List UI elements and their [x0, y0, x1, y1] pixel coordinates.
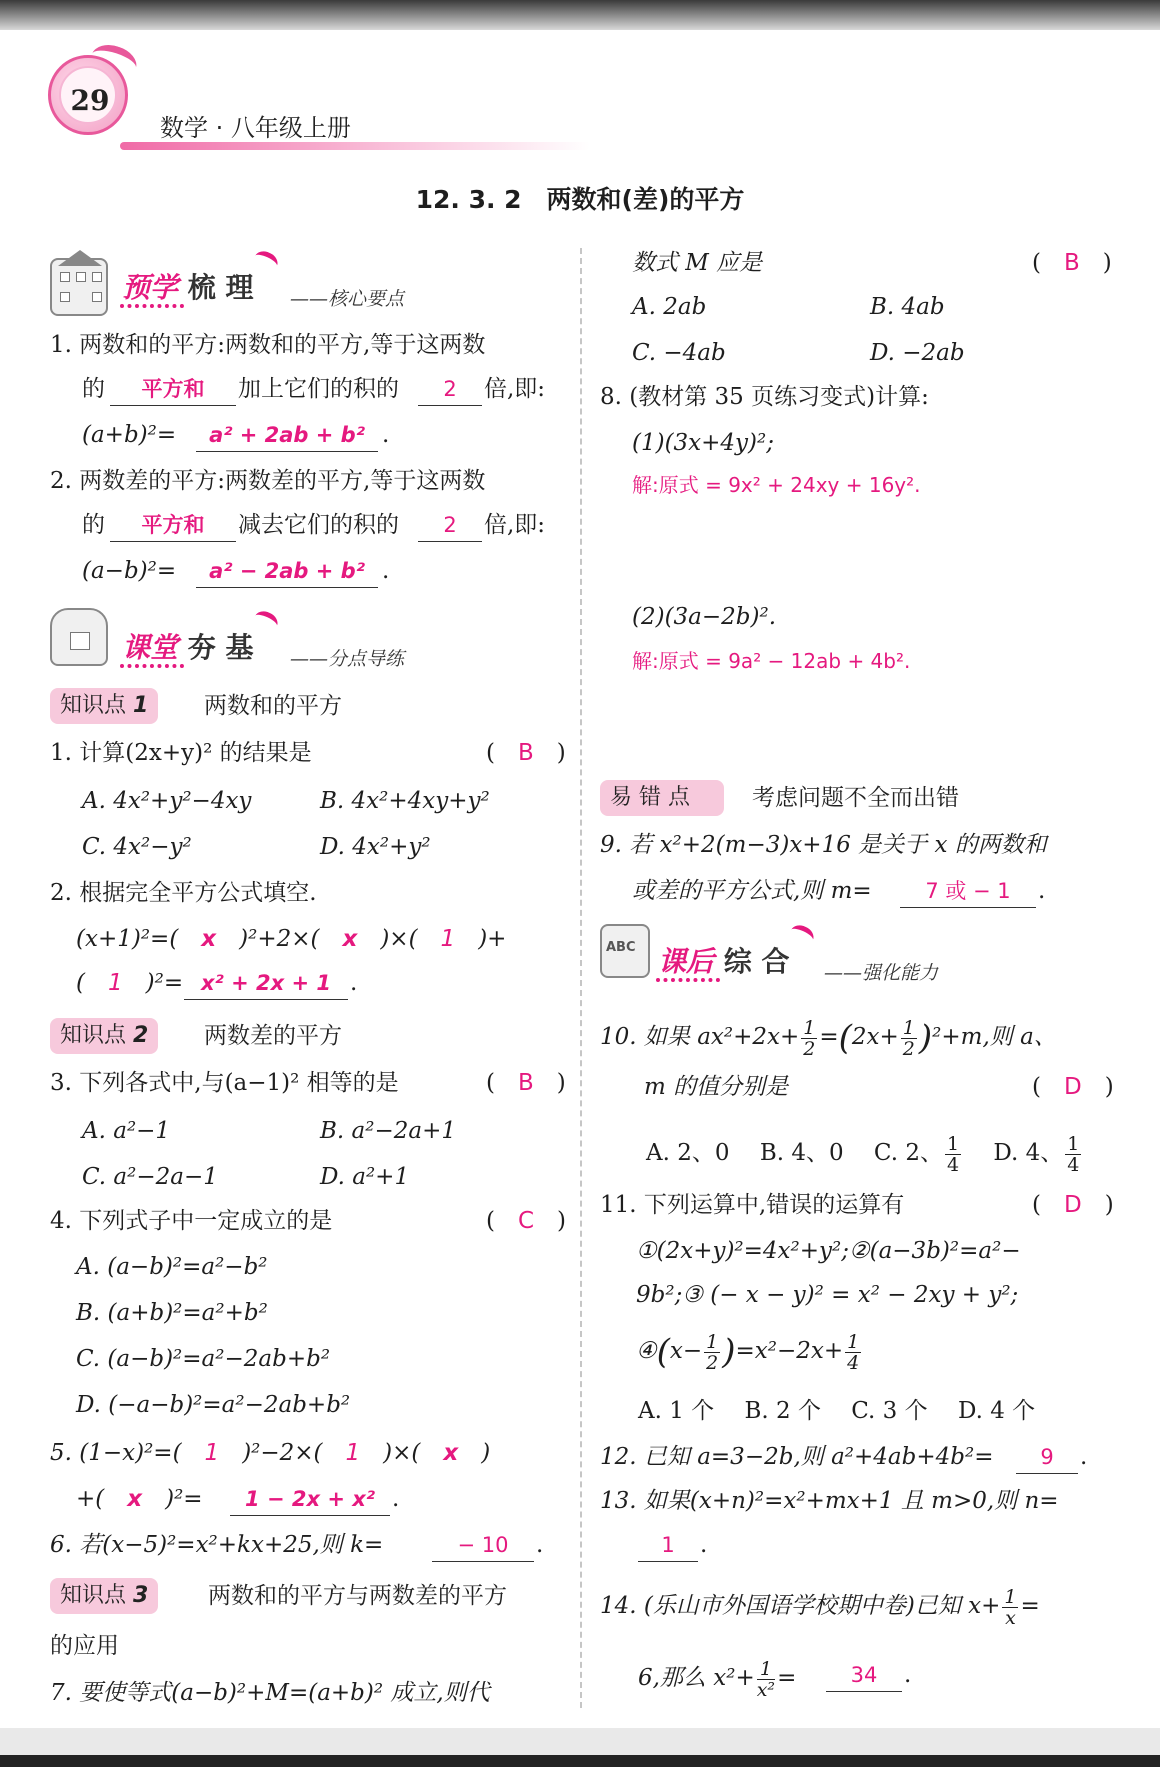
- q11-line-2: 9b²;③ (− x − y)² = x² − 2xy + y²;: [636, 1282, 1019, 1308]
- abc-book-icon: ABC: [600, 924, 650, 978]
- q13-stem: 13. 如果(x+n)²=x²+mx+1 且 m>0,则 n=: [600, 1488, 1059, 1514]
- error-point-title: 考虑问题不全而出错: [752, 785, 959, 811]
- period: .: [536, 1532, 544, 1558]
- q2-stem: 2. 根据完全平方公式填空.: [50, 880, 317, 906]
- review-1-text-2: 加上它们的积的: [238, 376, 399, 402]
- q8-solution-1: 解:原式 = 9x² + 24xy + 16y².: [632, 473, 921, 497]
- backpack-icon: [50, 608, 108, 666]
- q8-sub-2: (2)(3a−2b)².: [632, 604, 777, 630]
- knowledge-point-2-tag: 知识点 2: [50, 1018, 158, 1054]
- review-1-line-1: 1. 两数和的平方:两数和的平方,等于这两数: [50, 332, 486, 358]
- review-1-answer-2: 2: [418, 374, 482, 406]
- review-1-of: 的: [82, 376, 105, 402]
- q4-option-c: C. (a−b)²=a²−2ab+b²: [76, 1346, 331, 1372]
- q3-option-c: C. a²−2a−1: [82, 1164, 218, 1190]
- q4-option-b: B. (a+b)²=a²+b²: [76, 1300, 268, 1326]
- review-2-of: 的: [82, 512, 105, 538]
- knowledge-point-3-title-cont: 的应用: [50, 1633, 119, 1659]
- q4-stem: 4. 下列式子中一定成立的是: [50, 1208, 333, 1234]
- viewer-bottom-bar: [0, 1728, 1160, 1767]
- q7-option-a: A. 2ab: [632, 294, 707, 320]
- q1-option-c: C. 4x²−y²: [82, 834, 192, 860]
- q6-stem: 6. 若(x−5)²=x²+kx+25,则 k=: [50, 1532, 384, 1558]
- q2-line-2: ( 1 )²=: [76, 970, 184, 996]
- badge-inner: [59, 66, 117, 124]
- period: .: [382, 558, 390, 584]
- q3-answer: B: [517, 1070, 534, 1096]
- q8-sub-1: (1)(3x+4y)²;: [632, 430, 774, 456]
- period: .: [392, 1486, 400, 1512]
- q14-answer: 34: [826, 1660, 902, 1692]
- q3-stem: 3. 下列各式中,与(a−1)² 相等的是: [50, 1070, 399, 1096]
- q4-option-d: D. (−a−b)²=a²−2ab+b²: [76, 1392, 351, 1418]
- review-2-text-3: 倍,即:: [484, 512, 546, 538]
- q14-line-1: 14. (乐山市外国语学校期中卷)已知 x+ $\frac{1}{x}$ =: [600, 1585, 1040, 1629]
- page-number-badge: [48, 55, 128, 135]
- review-2-line-1: 2. 两数差的平方:两数差的平方,等于这两数: [50, 468, 486, 494]
- viewer-top-bar: [0, 0, 1160, 30]
- q10-stem-cont: m 的值分别是: [644, 1074, 789, 1100]
- period: .: [904, 1662, 912, 1688]
- q9-answer: 7 或 − 1: [900, 876, 1036, 908]
- section-preview-title: 预学 梳 理: [122, 271, 254, 304]
- q6-answer: − 10: [432, 1530, 534, 1562]
- q1-paren: ( B ): [486, 740, 566, 766]
- section-class-title: 课堂 夯 基: [122, 631, 254, 664]
- review-1-text-3: 倍,即:: [484, 376, 546, 402]
- q5-answer-5: 1 − 2x + x²: [230, 1484, 390, 1516]
- header-underline: [120, 142, 590, 150]
- q7-answer: B: [1063, 250, 1080, 276]
- review-1-answer-1: 平方和: [110, 374, 236, 406]
- section-after-title: 课后 综 合: [658, 945, 790, 978]
- section-dots: [120, 664, 184, 668]
- q1-option-b: B. 4x²+4xy+y²: [320, 788, 490, 814]
- q11-answer: D: [1063, 1192, 1082, 1218]
- q2-line-1: (x+1)²=( x )²+2×( x )×( 1 )+: [76, 926, 507, 952]
- section-class-subtitle: ——分点导练: [290, 648, 405, 670]
- review-2-answer-1: 平方和: [110, 510, 236, 542]
- q3-paren: ( B ): [486, 1070, 566, 1096]
- q2-answer-5: x² + 2x + 1: [184, 968, 348, 1000]
- knowledge-point-1-title: 两数和的平方: [204, 693, 342, 719]
- q8-solution-2: 解:原式 = 9a² − 12ab + 4b².: [632, 649, 911, 673]
- period: .: [382, 422, 390, 448]
- column-divider: [580, 248, 582, 1708]
- section-preview-subtitle: ——核心要点: [290, 288, 405, 310]
- q4-option-a: A. (a−b)²=a²−b²: [76, 1254, 268, 1280]
- period: .: [700, 1532, 708, 1558]
- q7-option-b: B. 4ab: [870, 294, 945, 320]
- q4-answer: C: [517, 1208, 535, 1234]
- review-2-formula: (a−b)²=: [82, 558, 177, 584]
- q10-line-1: 10. 如果 ax²+2x+ $\frac{1}{2}$ =(2x+ $\frac{1}{2}$ )²+m,则 a、: [600, 1016, 1057, 1060]
- q11-line-1: ①(2x+y)²=4x²+y²;②(a−3b)²=a²−: [636, 1238, 1021, 1264]
- review-1-formula: (a+b)²=: [82, 422, 177, 448]
- q12-stem: 12. 已知 a=3−2b,则 a²+4ab+4b²=: [600, 1444, 994, 1470]
- q10-paren: ( D ): [1032, 1074, 1114, 1100]
- q7-stem-cont: 数式 M 应是: [632, 250, 763, 276]
- period: .: [350, 970, 358, 996]
- q11-stem: 11. 下列运算中,错误的运算有: [600, 1192, 905, 1218]
- knowledge-point-3-title: 两数和的平方与两数差的平方: [208, 1583, 507, 1609]
- q4-paren: ( C ): [486, 1208, 567, 1234]
- q7-option-d: D. −2ab: [870, 340, 965, 366]
- school-building-icon: [50, 258, 108, 316]
- q10-options: A. 2、0 B. 4、0 C. 2、 $\frac{1}{4}$ D. 4、 $\frac{1}{4}$: [646, 1132, 1080, 1176]
- q3-option-b: B. a²−2a+1: [320, 1118, 456, 1144]
- q14-line-2: 6,那么 x²+ $\frac{1}{\text{x²}}$ =: [638, 1657, 797, 1701]
- subject-title: 数学 · 八年级上册: [160, 114, 351, 142]
- q11-options: A. 1 个 B. 2 个 C. 3 个 D. 4 个: [638, 1398, 1036, 1424]
- q5-line-2: +( x )²=: [76, 1486, 203, 1512]
- period: .: [1038, 878, 1046, 904]
- q7-stem: 7. 要使等式(a−b)²+M=(a+b)² 成立,则代: [50, 1680, 490, 1706]
- q1-answer: B: [517, 740, 534, 766]
- review-1-answer-3: a² + 2ab + b²: [196, 420, 378, 452]
- q1-option-a: A. 4x²+y²−4xy: [82, 788, 252, 814]
- q7-option-c: C. −4ab: [632, 340, 726, 366]
- q11-paren: ( D ): [1032, 1192, 1114, 1218]
- q13-answer: 1: [638, 1530, 698, 1562]
- error-point-tag: 易 错 点: [600, 780, 724, 816]
- section-after-subtitle: ——强化能力: [824, 962, 939, 984]
- page-number: 29: [70, 84, 110, 117]
- q12-answer: 9: [1016, 1442, 1078, 1474]
- lesson-title: 12. 3. 2 两数和(差)的平方: [415, 185, 745, 214]
- review-2-answer-2: 2: [418, 510, 482, 542]
- q3-option-a: A. a²−1: [82, 1118, 171, 1144]
- review-2-answer-3: a² − 2ab + b²: [196, 556, 378, 588]
- q1-stem: 1. 计算(2x+y)² 的结果是: [50, 740, 312, 766]
- section-dots: [120, 304, 184, 308]
- q8-stem: 8. (教材第 35 页练习变式)计算:: [600, 384, 929, 410]
- q9-stem: 9. 若 x²+2(m−3)x+16 是关于 x 的两数和: [600, 832, 1047, 858]
- q1-option-d: D. 4x²+y²: [320, 834, 431, 860]
- q3-option-d: D. a²+1: [320, 1164, 410, 1190]
- knowledge-point-2-title: 两数差的平方: [204, 1023, 342, 1049]
- q9-stem-cont: 或差的平方公式,则 m=: [632, 878, 872, 904]
- q11-line-3: ④(x− $\frac{1}{2}$ )=x²−2x+ $\frac{1}{4}$: [636, 1330, 860, 1374]
- knowledge-point-1-tag: 知识点 1: [50, 688, 158, 724]
- q7-paren: ( B ): [1032, 250, 1112, 276]
- review-2-text-2: 减去它们的积的: [238, 512, 399, 538]
- section-dots: [656, 978, 720, 982]
- q5-line-1: 5. (1−x)²=( 1 )²−2×( 1 )×( x ): [50, 1440, 491, 1466]
- period: .: [1080, 1444, 1088, 1470]
- knowledge-point-3-tag: 知识点 3: [50, 1578, 158, 1614]
- q10-answer: D: [1063, 1074, 1082, 1100]
